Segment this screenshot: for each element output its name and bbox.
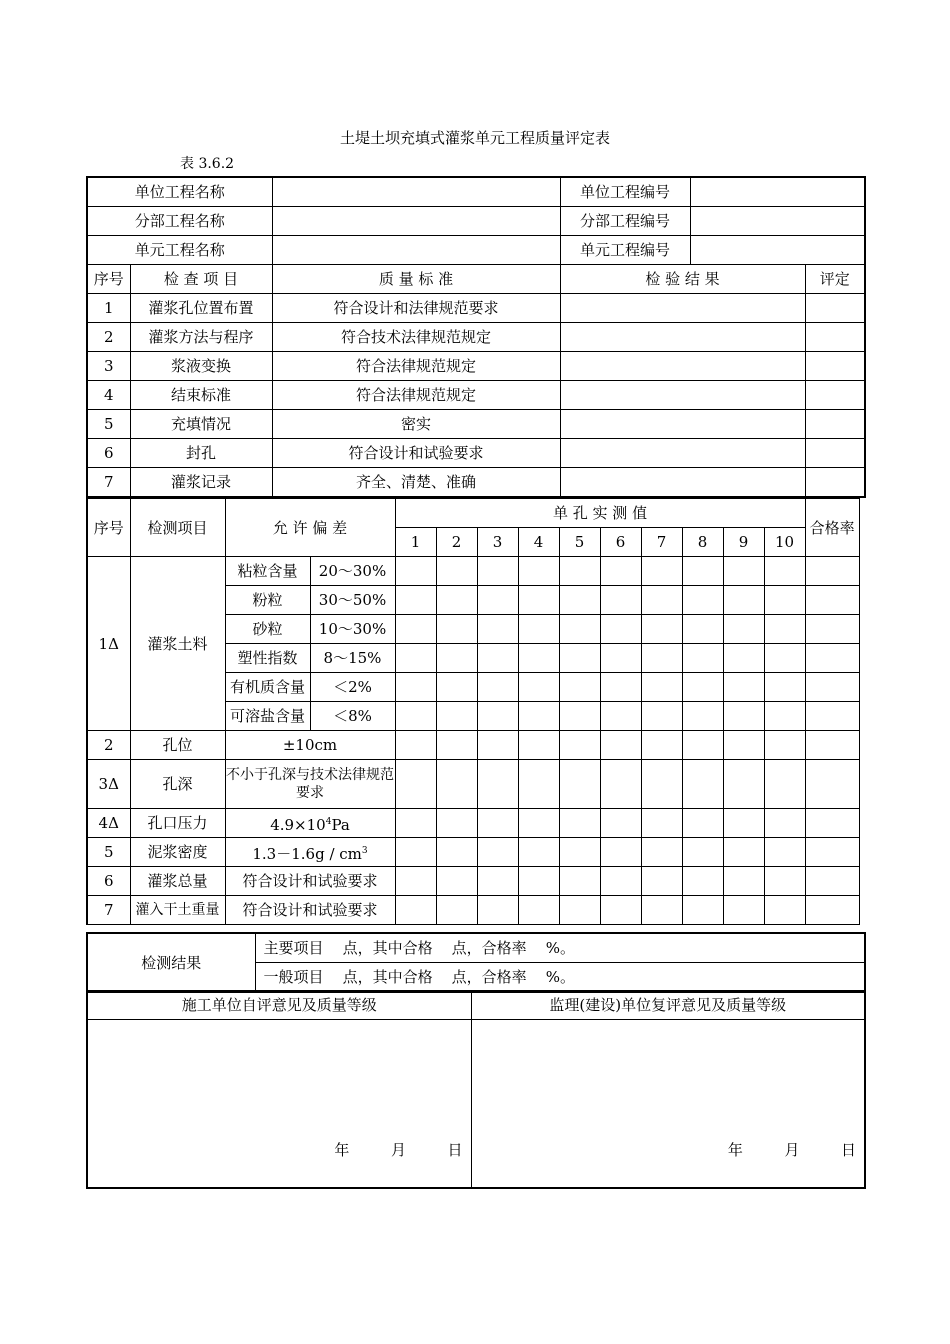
value-cell[interactable] xyxy=(764,867,805,896)
value-col-header: 3 xyxy=(477,528,518,557)
value-cell[interactable] xyxy=(395,557,436,586)
value-cell[interactable] xyxy=(395,615,436,644)
value-cell[interactable] xyxy=(682,644,723,673)
row-tolerance: 符合设计和试验要求 xyxy=(225,867,395,896)
value-cell[interactable] xyxy=(395,702,436,731)
value-cell[interactable] xyxy=(764,586,805,615)
value-col-header: 10 xyxy=(764,528,805,557)
row-no: 6 xyxy=(87,439,130,468)
element-project-name-field[interactable] xyxy=(272,236,560,265)
value-cell[interactable] xyxy=(682,809,723,838)
value-cell[interactable] xyxy=(764,557,805,586)
row-standard: 符合法律规范规定 xyxy=(272,381,560,410)
value-cell[interactable] xyxy=(641,644,682,673)
row-item: 浆液变换 xyxy=(130,352,272,381)
row-standard: 符合设计和试验要求 xyxy=(272,439,560,468)
value-cell[interactable] xyxy=(518,838,559,867)
value-col-header: 6 xyxy=(600,528,641,557)
value-cell[interactable] xyxy=(764,760,805,809)
value-cell[interactable] xyxy=(518,557,559,586)
value-cell[interactable] xyxy=(518,702,559,731)
value-cell[interactable] xyxy=(477,644,518,673)
row-item: 灌入干土重量 xyxy=(130,896,225,925)
value-cell[interactable] xyxy=(600,809,641,838)
rate-cell[interactable] xyxy=(805,673,859,702)
row-result-field[interactable] xyxy=(560,323,805,352)
value-cell[interactable] xyxy=(723,644,764,673)
value-cell[interactable] xyxy=(559,896,600,925)
value-cell[interactable] xyxy=(600,644,641,673)
value-cell[interactable] xyxy=(641,867,682,896)
value-cell[interactable] xyxy=(600,867,641,896)
value-cell[interactable] xyxy=(723,586,764,615)
value-cell[interactable] xyxy=(682,867,723,896)
value-cell[interactable] xyxy=(559,615,600,644)
value-cell[interactable] xyxy=(559,809,600,838)
value-cell[interactable] xyxy=(395,644,436,673)
row-item: 灌浆孔位置布置 xyxy=(130,294,272,323)
value-cell[interactable] xyxy=(764,896,805,925)
value-cell[interactable] xyxy=(518,760,559,809)
table-row xyxy=(87,557,859,586)
row-no: 6 xyxy=(87,867,130,896)
col-standard-header: 质 量 标 准 xyxy=(272,265,560,294)
value-cell[interactable] xyxy=(600,673,641,702)
value-cell[interactable] xyxy=(723,760,764,809)
value-cell[interactable] xyxy=(518,867,559,896)
value-cell[interactable] xyxy=(436,867,477,896)
table-row xyxy=(87,760,859,809)
value-cell[interactable] xyxy=(682,615,723,644)
sub-item-name: 粉粒 xyxy=(225,586,310,615)
m-col-rate-header: 合格率 xyxy=(805,499,859,557)
sub-item-value: 10～30% xyxy=(310,615,395,644)
value-cell[interactable] xyxy=(723,702,764,731)
row-item: 孔口压力 xyxy=(130,809,225,838)
sub-item-value: ＜2% xyxy=(310,673,395,702)
row-no: 2 xyxy=(87,323,130,352)
value-cell[interactable] xyxy=(723,615,764,644)
row-tolerance xyxy=(225,809,395,838)
sub-item-name: 塑性指数 xyxy=(225,644,310,673)
value-cell[interactable] xyxy=(559,760,600,809)
col-result-header: 检 验 结 果 xyxy=(560,265,805,294)
rate-cell[interactable] xyxy=(805,586,859,615)
supervision-opinion-field[interactable] xyxy=(471,1020,865,1189)
value-cell[interactable] xyxy=(395,760,436,809)
value-cell[interactable] xyxy=(477,896,518,925)
value-cell[interactable] xyxy=(682,838,723,867)
value-cell[interactable] xyxy=(723,809,764,838)
row-standard: 齐全、清楚、准确 xyxy=(272,468,560,498)
row-item: 灌浆总量 xyxy=(130,867,225,896)
row-no: 4Δ xyxy=(87,809,130,838)
value-cell[interactable] xyxy=(436,896,477,925)
table-row xyxy=(87,323,865,352)
value-cell[interactable] xyxy=(518,673,559,702)
result-main-line[interactable]: 主要项目 点，其中合格 点，合格率 %。 xyxy=(255,933,865,963)
table-row xyxy=(87,410,865,439)
row-result-field[interactable] xyxy=(560,294,805,323)
value-cell[interactable] xyxy=(518,644,559,673)
value-cell[interactable] xyxy=(477,867,518,896)
rate-cell[interactable] xyxy=(805,644,859,673)
row-item: 灌浆记录 xyxy=(130,468,272,498)
row-rating-field[interactable] xyxy=(805,410,865,439)
value-cell[interactable] xyxy=(477,557,518,586)
table-number: 表 3.6.2 xyxy=(180,156,235,172)
value-cell[interactable] xyxy=(682,760,723,809)
value-cell[interactable] xyxy=(477,702,518,731)
rate-cell[interactable] xyxy=(805,867,859,896)
row-item: 泥浆密度 xyxy=(130,838,225,867)
value-cell[interactable] xyxy=(600,896,641,925)
value-cell[interactable] xyxy=(559,867,600,896)
element-project-no-field[interactable] xyxy=(690,236,865,265)
value-cell[interactable] xyxy=(477,760,518,809)
value-cell[interactable] xyxy=(764,673,805,702)
value-cell[interactable] xyxy=(518,809,559,838)
row-no: 4 xyxy=(87,381,130,410)
row-item: 封孔 xyxy=(130,439,272,468)
sub-item-value: ＜8% xyxy=(310,702,395,731)
value-cell[interactable] xyxy=(518,586,559,615)
value-cell[interactable] xyxy=(477,809,518,838)
value-cell[interactable] xyxy=(559,838,600,867)
value-cell[interactable] xyxy=(600,557,641,586)
row-tolerance xyxy=(225,838,395,867)
sub-item-name: 有机质含量 xyxy=(225,673,310,702)
result-label: 检测结果 xyxy=(87,933,255,992)
table-row xyxy=(87,867,859,896)
table-row xyxy=(87,381,865,410)
unit-project-no-label: 单位工程编号 xyxy=(560,177,690,207)
sub-item-name: 粘粒含量 xyxy=(225,557,310,586)
result-table xyxy=(86,932,866,993)
row-result-field[interactable] xyxy=(560,468,805,498)
value-col-header: 1 xyxy=(395,528,436,557)
table-row xyxy=(87,294,865,323)
sub-project-name-label: 分部工程名称 xyxy=(87,207,272,236)
value-cell[interactable] xyxy=(436,809,477,838)
value-cell[interactable] xyxy=(559,644,600,673)
value-cell[interactable] xyxy=(723,731,764,760)
row-no: 1 xyxy=(87,294,130,323)
value-cell[interactable] xyxy=(641,731,682,760)
group1-item: 灌浆土料 xyxy=(130,557,225,731)
row-tolerance: ±10cm xyxy=(225,731,395,760)
rate-cell[interactable] xyxy=(805,896,859,925)
value-cell[interactable] xyxy=(600,731,641,760)
rate-cell[interactable] xyxy=(805,838,859,867)
value-cell[interactable] xyxy=(600,702,641,731)
row-standard: 密实 xyxy=(272,410,560,439)
row-standard: 符合设计和法律规范要求 xyxy=(272,294,560,323)
row-no: 7 xyxy=(87,896,130,925)
row-result-field[interactable] xyxy=(560,439,805,468)
sub-item-value: 20～30% xyxy=(310,557,395,586)
value-cell[interactable] xyxy=(600,586,641,615)
row-standard: 符合技术法律规范规定 xyxy=(272,323,560,352)
value-cell[interactable] xyxy=(641,760,682,809)
value-cell[interactable] xyxy=(559,557,600,586)
value-cell[interactable] xyxy=(641,809,682,838)
value-cell[interactable] xyxy=(395,867,436,896)
value-cell[interactable] xyxy=(764,809,805,838)
value-cell[interactable] xyxy=(764,615,805,644)
value-cell[interactable] xyxy=(764,702,805,731)
value-cell[interactable] xyxy=(723,673,764,702)
group1-no: 1Δ xyxy=(87,557,130,731)
value-col-header: 5 xyxy=(559,528,600,557)
row-item: 孔位 xyxy=(130,731,225,760)
value-col-header: 7 xyxy=(641,528,682,557)
row-tolerance: 符合设计和试验要求 xyxy=(225,896,395,925)
row-result-field[interactable] xyxy=(560,381,805,410)
value-cell[interactable] xyxy=(641,586,682,615)
value-cell[interactable] xyxy=(559,586,600,615)
rate-cell[interactable] xyxy=(805,702,859,731)
col-rating-header: 评定 xyxy=(805,265,865,294)
value-cell[interactable] xyxy=(723,838,764,867)
value-cell[interactable] xyxy=(600,615,641,644)
unit-project-name-field[interactable] xyxy=(272,177,560,207)
table-row xyxy=(87,352,865,381)
value-cell[interactable] xyxy=(682,702,723,731)
value-cell[interactable] xyxy=(641,673,682,702)
supervision-date: 年 月 日 xyxy=(727,1141,856,1159)
tolerance-base: 1.3－1.6g / cm xyxy=(252,844,362,863)
value-cell[interactable] xyxy=(436,615,477,644)
value-cell[interactable] xyxy=(436,673,477,702)
element-project-no-label: 单元工程编号 xyxy=(560,236,690,265)
sub-item-value: 8～15% xyxy=(310,644,395,673)
value-cell[interactable] xyxy=(764,644,805,673)
table-row xyxy=(87,809,859,838)
value-cell[interactable] xyxy=(723,896,764,925)
row-standard: 符合法律规范规定 xyxy=(272,352,560,381)
sub-project-name-field[interactable] xyxy=(272,207,560,236)
unit-project-name-label: 单位工程名称 xyxy=(87,177,272,207)
rate-cell[interactable] xyxy=(805,731,859,760)
m-col-no-header: 序号 xyxy=(87,499,130,557)
value-col-header: 4 xyxy=(518,528,559,557)
measurement-table xyxy=(86,498,860,925)
row-item: 结束标准 xyxy=(130,381,272,410)
m-col-values-header: 单 孔 实 测 值 xyxy=(395,499,805,528)
row-no: 3Δ xyxy=(87,760,130,809)
tolerance-exponent: 4 xyxy=(325,816,332,827)
row-result-field[interactable] xyxy=(560,410,805,439)
value-cell[interactable] xyxy=(436,586,477,615)
value-cell[interactable] xyxy=(600,760,641,809)
sub-item-name: 可溶盐含量 xyxy=(225,702,310,731)
row-item: 孔深 xyxy=(130,760,225,809)
sub-project-no-field[interactable] xyxy=(690,207,865,236)
table-row xyxy=(87,731,859,760)
value-cell[interactable] xyxy=(600,838,641,867)
supervision-opinion-header: 监理(建设)单位复评意见及质量等级 xyxy=(471,991,865,1020)
value-cell[interactable] xyxy=(518,896,559,925)
value-cell[interactable] xyxy=(641,838,682,867)
value-cell[interactable] xyxy=(477,838,518,867)
row-item: 充填情况 xyxy=(130,410,272,439)
value-cell[interactable] xyxy=(436,702,477,731)
value-cell[interactable] xyxy=(436,557,477,586)
row-no: 3 xyxy=(87,352,130,381)
value-cell[interactable] xyxy=(682,673,723,702)
value-cell[interactable] xyxy=(436,731,477,760)
row-rating-field[interactable] xyxy=(805,439,865,468)
value-cell[interactable] xyxy=(682,557,723,586)
value-cell[interactable] xyxy=(723,867,764,896)
construction-opinion-header: 施工单位自评意见及质量等级 xyxy=(87,991,471,1020)
unit-project-no-field[interactable] xyxy=(690,177,865,207)
rate-cell[interactable] xyxy=(805,557,859,586)
sub-item-name: 砂粒 xyxy=(225,615,310,644)
tolerance-base: 4.9×10 xyxy=(270,815,326,834)
value-col-header: 2 xyxy=(436,528,477,557)
tolerance-unit: Pa xyxy=(331,815,350,834)
table-row xyxy=(87,838,859,867)
rate-cell[interactable] xyxy=(805,615,859,644)
page-title: 土堤土坝充填式灌浆单元工程质量评定表 xyxy=(339,129,610,147)
row-no: 5 xyxy=(87,410,130,439)
value-cell[interactable] xyxy=(395,838,436,867)
row-rating-field[interactable] xyxy=(805,323,865,352)
rate-cell[interactable] xyxy=(805,809,859,838)
col-item-header: 检 查 项 目 xyxy=(130,265,272,294)
tolerance-exponent: 3 xyxy=(361,845,368,856)
col-no-header: 序号 xyxy=(87,265,130,294)
value-cell[interactable] xyxy=(682,586,723,615)
value-cell[interactable] xyxy=(477,586,518,615)
construction-opinion-field[interactable] xyxy=(87,1020,471,1189)
value-cell[interactable] xyxy=(723,557,764,586)
value-cell[interactable] xyxy=(559,673,600,702)
value-cell[interactable] xyxy=(436,644,477,673)
value-col-header: 9 xyxy=(723,528,764,557)
value-cell[interactable] xyxy=(641,615,682,644)
table-row xyxy=(87,468,865,498)
value-cell[interactable] xyxy=(641,896,682,925)
value-cell[interactable] xyxy=(395,673,436,702)
m-col-tolerance-header: 允 许 偏 差 xyxy=(225,499,395,557)
value-cell[interactable] xyxy=(518,731,559,760)
value-cell[interactable] xyxy=(559,731,600,760)
value-cell[interactable] xyxy=(477,673,518,702)
row-rating-field[interactable] xyxy=(805,468,865,498)
value-cell[interactable] xyxy=(764,838,805,867)
value-cell[interactable] xyxy=(682,731,723,760)
m-col-item-header: 检测项目 xyxy=(130,499,225,557)
value-cell[interactable] xyxy=(395,586,436,615)
element-project-name-label: 单元工程名称 xyxy=(87,236,272,265)
row-rating-field[interactable] xyxy=(805,352,865,381)
construction-date: 年 月 日 xyxy=(334,1141,463,1159)
value-cell[interactable] xyxy=(436,760,477,809)
sub-item-value: 30～50% xyxy=(310,586,395,615)
rate-cell[interactable] xyxy=(805,760,859,809)
value-cell[interactable] xyxy=(641,557,682,586)
table-row xyxy=(87,439,865,468)
row-item: 灌浆方法与程序 xyxy=(130,323,272,352)
value-cell[interactable] xyxy=(436,838,477,867)
value-cell[interactable] xyxy=(682,896,723,925)
table-row xyxy=(87,896,859,925)
value-cell[interactable] xyxy=(395,809,436,838)
row-no: 5 xyxy=(87,838,130,867)
row-tolerance: 不小于孔深与技术法律规范要求 xyxy=(225,760,395,809)
value-cell[interactable] xyxy=(395,896,436,925)
value-cell[interactable] xyxy=(559,702,600,731)
value-col-header: 8 xyxy=(682,528,723,557)
result-general-line[interactable]: 一般项目 点，其中合格 点，合格率 %。 xyxy=(255,963,865,993)
row-result-field[interactable] xyxy=(560,352,805,381)
row-rating-field[interactable] xyxy=(805,381,865,410)
opinion-table xyxy=(86,990,866,1189)
row-no: 7 xyxy=(87,468,130,498)
row-rating-field[interactable] xyxy=(805,294,865,323)
value-cell[interactable] xyxy=(395,731,436,760)
value-cell[interactable] xyxy=(477,615,518,644)
value-cell[interactable] xyxy=(518,615,559,644)
row-no: 2 xyxy=(87,731,130,760)
value-cell[interactable] xyxy=(477,731,518,760)
inspection-table xyxy=(86,176,866,498)
value-cell[interactable] xyxy=(764,731,805,760)
sub-project-no-label: 分部工程编号 xyxy=(560,207,690,236)
value-cell[interactable] xyxy=(641,702,682,731)
